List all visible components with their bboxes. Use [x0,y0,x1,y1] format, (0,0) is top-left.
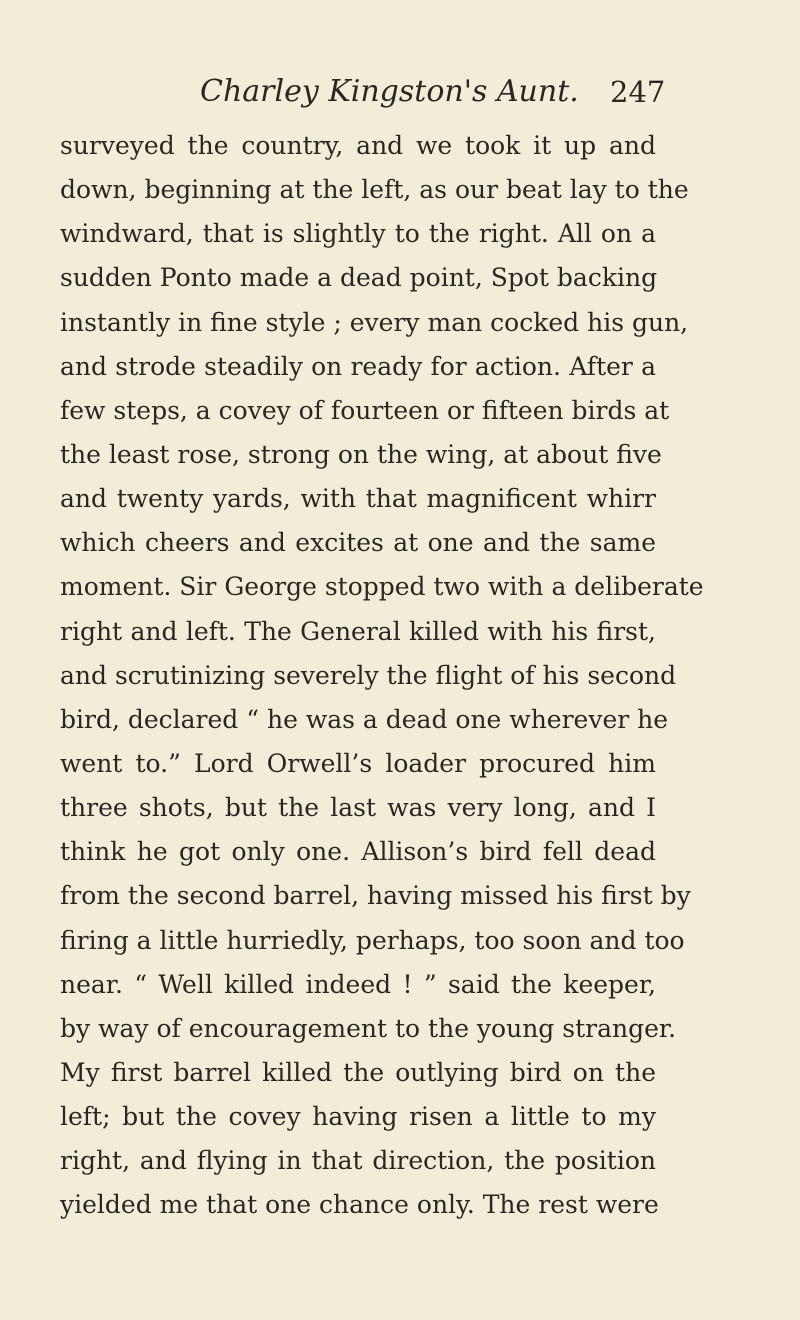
running-head [0,72,800,112]
text-line: bird, declared “ he was a dead one wherever he [60,704,669,734]
running-title: Charley Kingston's Aunt. [200,74,579,109]
text-line: the least rose, strong on the wing, at about five [60,439,662,469]
text-line: and scrutinizing severely the flight of his second [60,660,677,690]
text-line: My first barrel killed the outlying bird on the [60,1057,656,1087]
text-line: instantly in fine style ; every man cocked his gun, [60,307,689,337]
text-line: went to.” Lord Orwell’s loader procured him [60,748,656,778]
text-line: sudden Ponto made a dead point, Spot backing [60,263,658,293]
text-line: firing a little hurriedly, perhaps, too soon and too [60,925,685,955]
text-line: from the second barrel, having missed his first by [60,881,691,911]
text-line: and strode steadily on ready for action. After a [60,351,656,381]
page-number: 247 [610,75,666,109]
text-line: by way of encouragement to the young stranger. [60,1013,677,1043]
text-line: moment. Sir George stopped two with a deliberate [60,572,704,602]
text-line: which cheers and excites at one and the same [60,528,656,558]
text-line: yielded me that one chance only. The rest were [60,1190,659,1220]
body-text [60,124,704,1228]
text-line: near. “ Well killed indeed ! ” said the keeper, [60,969,656,999]
text-line: three shots, but the last was very long, and I [60,793,656,823]
text-line: right, and flying in that direction, the position [60,1146,656,1176]
text-line: windward, that is slightly to the right. All on a [60,219,656,249]
text-line: think he got only one. Allison’s bird fell dead [60,837,656,867]
text-line: and twenty yards, with that magnificent whirr [60,484,656,514]
text-line: down, beginning at the left, as our beat lay to the [60,175,689,205]
text-line: left; but the covey having risen a little to my [60,1102,656,1132]
text-line: right and left. The General killed with his first, [60,616,656,646]
text-line: few steps, a covey of fourteen or fifteen birds at [60,395,670,425]
text-line: surveyed the country, and we took it up and [60,131,656,160]
